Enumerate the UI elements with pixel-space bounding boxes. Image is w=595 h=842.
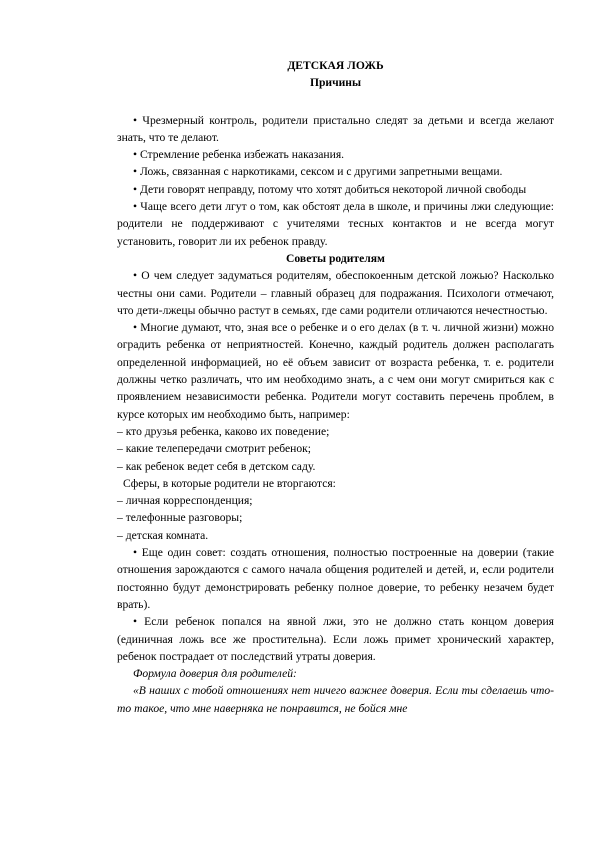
cause-item: • Дети говорят неправду, потому что хотят добиться некоторой личной свободы [133, 182, 527, 196]
cause-item: • Чрезмерный контроль, родители пристально следят за детьми и всегда желают знать, что те делают. [117, 113, 554, 144]
spheres-intro: Сферы, в которые родители не вторгаются: [123, 476, 336, 490]
advice-heading: Советы родителям [286, 251, 385, 265]
need-list-item: – как ребенок ведет себя в детском саду. [117, 459, 316, 473]
formula-heading: Формула доверия для родителей: [133, 667, 297, 681]
cause-item: • Ложь, связанная с наркотиками, сексом и с другими запретными вещами. [133, 165, 503, 179]
need-list-item: – кто друзья ребенка, каково их поведение; [117, 424, 330, 438]
document-title: ДЕТСКАЯ ЛОЖЬ [287, 59, 384, 72]
spheres-list-item: – телефонные разговоры; [117, 511, 243, 525]
spheres-list-item: – личная корреспонденция; [117, 494, 253, 508]
need-list-item: – какие телепередачи смотрит ребенок; [117, 442, 311, 456]
advice-paragraph: • Если ребенок попался на явной лжи, это не должно стать концом доверия (единичная ложь все же простительна). Если ложь примет хронический характер, ребенок пострадает от последствий утраты доверия. [117, 615, 554, 663]
formula-text: «В наших с тобой отношениях нет ничего важнее доверия. Если ты сделаешь что-то такое, что мне наверняка не понравится, не бойся мне [117, 684, 554, 715]
cause-item: • Стремление ребенка избежать наказания. [133, 148, 345, 162]
spheres-list-item: – детская комната. [117, 528, 209, 542]
advice-paragraph: • О чем следует задуматься родителям, обеспокоенным детской ложью? Насколько честны они сами. Родители – главный образец для подражания. Психологи отмечают, что дети-лжецы обычно растут в семьях, где сами родители отличаются нечестностью. [117, 269, 554, 317]
advice-paragraph: • Многие думают, что, зная все о ребенке и о его делах (в т. ч. личной жизни) можно оградить ребенка от неприятностей. Конечно, каждый родитель должен располагать определенной информацией, но её объем зависит от возраста ребенка, т. е. родители должны четко различать, что им необходимо знать, а с чем они могут смириться как с проявлением независимости ребенка. Родители могут составить перечень проблем, в курсе которых им необходимо быть, например: [117, 321, 554, 421]
cause-item: • Чаще всего дети лгут о том, как обстоят дела в школе, и причины лжи следующие: родители не поддерживают с учителями тесных контактов и не всегда могут установить, говорит ли их ребенок правду. [117, 200, 554, 248]
advice-paragraph: • Еще один совет: создать отношения, полностью построенные на доверии (такие отношения зарождаются с самого начала общения родителей и детей, и, если родители постоянно будут демонстрировать ребенку полное доверие, то ребенку незачем будет врать). [117, 546, 554, 611]
causes-heading: Причины [309, 76, 362, 90]
document-body [117, 57, 554, 717]
spacer [117, 92, 554, 112]
